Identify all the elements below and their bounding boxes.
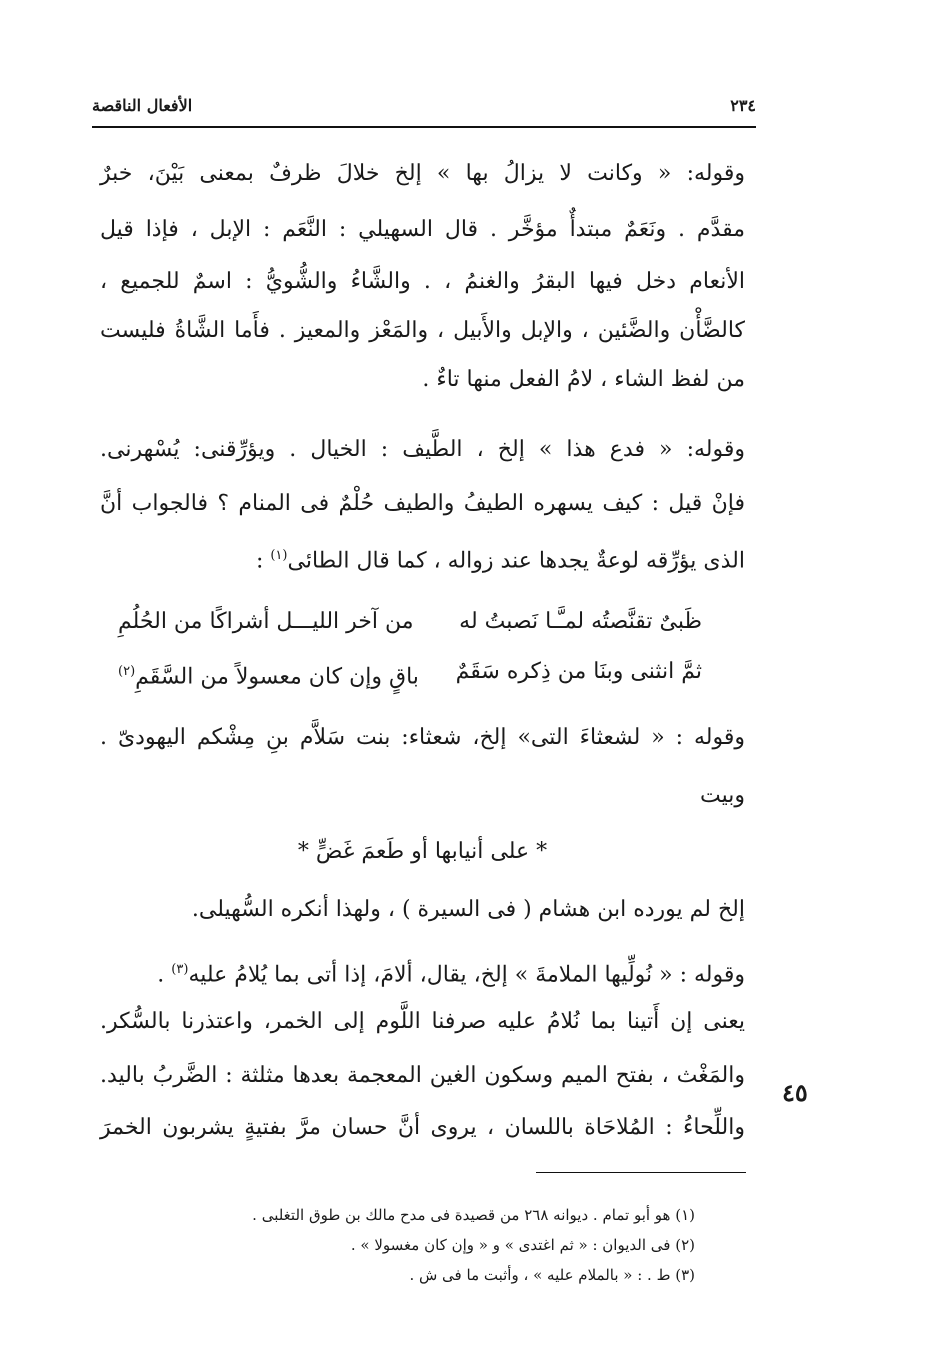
- running-title: الأفعال الناقصة: [92, 96, 193, 115]
- text-line: مقدَّم . ونَعَمٌ مبتدأٌ مؤخَّر . قال السهيلي : النَّعَم : الإبل ، فإذا قيل: [100, 217, 745, 242]
- text-line: وقوله : « لشعثاءَ التى» إلخ، شعثاء: بنت سَلاَّم بنِ مِشْكم اليهودىّ .: [100, 725, 745, 750]
- verse-hemistich: [118, 652, 419, 697]
- verse-hemistich: ثمَّ انثنى وبنَا من ذِكره سَقَمٌ: [455, 659, 702, 684]
- text-line: وبيت: [700, 783, 745, 808]
- text-line: كالضَّأْن والضَّئين ، والإبل والأَبيل ، والمَعْز والمعيز . فأَما الشَّاةُ فليست: [100, 318, 745, 343]
- text-line: واللِّحاءُ : المُلاحَاة باللسان ، يروى أنَّ حسان مرَّ بفتيةٍ يشربون الخمرَ: [100, 1115, 745, 1140]
- text-line: وقوله: « فدع هذا » إلخ ، الطَّيف : الخيال . ويؤرِّقنى: يُسْهرنى.: [100, 437, 745, 462]
- margin-number: ٤٥: [782, 1078, 808, 1107]
- text-line: الذى يؤرِّقه لوعةٌ يجدها عند زواله ، كما قال الطائى$^{(١)}$ :: [255, 548, 745, 574]
- footnote-ref: (١): [270, 548, 288, 563]
- footnote: (١) هو أبو تمام . ديوانه ٢٦٨ من قصيدة فى مدح مالك بن طوق التغلبى .: [252, 1206, 695, 1224]
- text-line: من لفظ الشاء ، لامُ الفعل منها تاءٌ .: [422, 367, 745, 392]
- footnote-rule: [536, 1172, 746, 1173]
- page-number: ٢٣٤: [730, 96, 756, 115]
- text-line: وقوله : « نُولِّيها الملامةَ » إلخ، يقال، ألامَ، إذا أتى بما يُلامُ عليه$^{(٣)}$ .: [157, 962, 745, 988]
- page-header: [92, 96, 756, 122]
- text-line-body: الذى يؤرِّقه لوعةٌ يجدها عند زواله ، كما قال الطائى: [287, 548, 745, 574]
- text-line-body: وقوله : « نُولِّيها الملامةَ » إلخ، يقال، ألامَ، إذا أتى بما يُلامُ عليه: [188, 962, 745, 988]
- verse-hemistich: من آخر الليـــل أشراكًا من الحُلُمِ: [118, 609, 414, 634]
- text-line: يعنى إن أَتينا بما نُلامُ عليه صرفنا اللَّوم إلى الخمر، واعتذرنا بالسُّكر.: [100, 1009, 745, 1034]
- verse-hemistich: ظَبىٌ تقنَّصتُه لمـَّـا نَصبتُ له: [459, 609, 702, 634]
- footnote: (٣) ط . : « بالملام عليه » ، وأثبت ما فى ش .: [409, 1266, 695, 1284]
- text-line: والمَغْث ، بفتح الميم وسكون الغين المعجمة بعدها مثلثة : الضَّربُ باليد.: [100, 1063, 745, 1088]
- text-line: الأنعام دخل فيها البقرُ والغنمُ ، . والشَّاءُ والشُّويُّ : اسمٌ للجميع ،: [100, 269, 745, 294]
- quoted-hemistich: * على أنيابها أو طَعمَ غَضٍّ *: [297, 839, 548, 864]
- footnote-ref: (٢): [118, 664, 136, 679]
- verse-hemistich-body: باقٍ وإن كان معسولاً من السَّقَمِ: [135, 664, 419, 690]
- text-line: وقوله: « وكانت لا يزالُ بها » إلخ خلالَ ظرفٌ بمعنى بَيْنَ، خبرٌ: [100, 161, 745, 186]
- text-line: إلخ لم يورده ابن هشام ( فى السيرة ) ، ولهذا أنكره السُّهيلى.: [191, 897, 745, 922]
- footnote-ref: (٣): [171, 962, 189, 977]
- text-line: فإنْ قيل : كيف يسهره الطيفُ والطيف حُلْمٌ فى المنام ؟ فالجواب أنَّ: [100, 491, 745, 516]
- header-rule: [92, 126, 756, 128]
- footnote: (٢) فى الديوان : « ثم اغتدى » و « وإن كان مغسولا » .: [350, 1236, 695, 1254]
